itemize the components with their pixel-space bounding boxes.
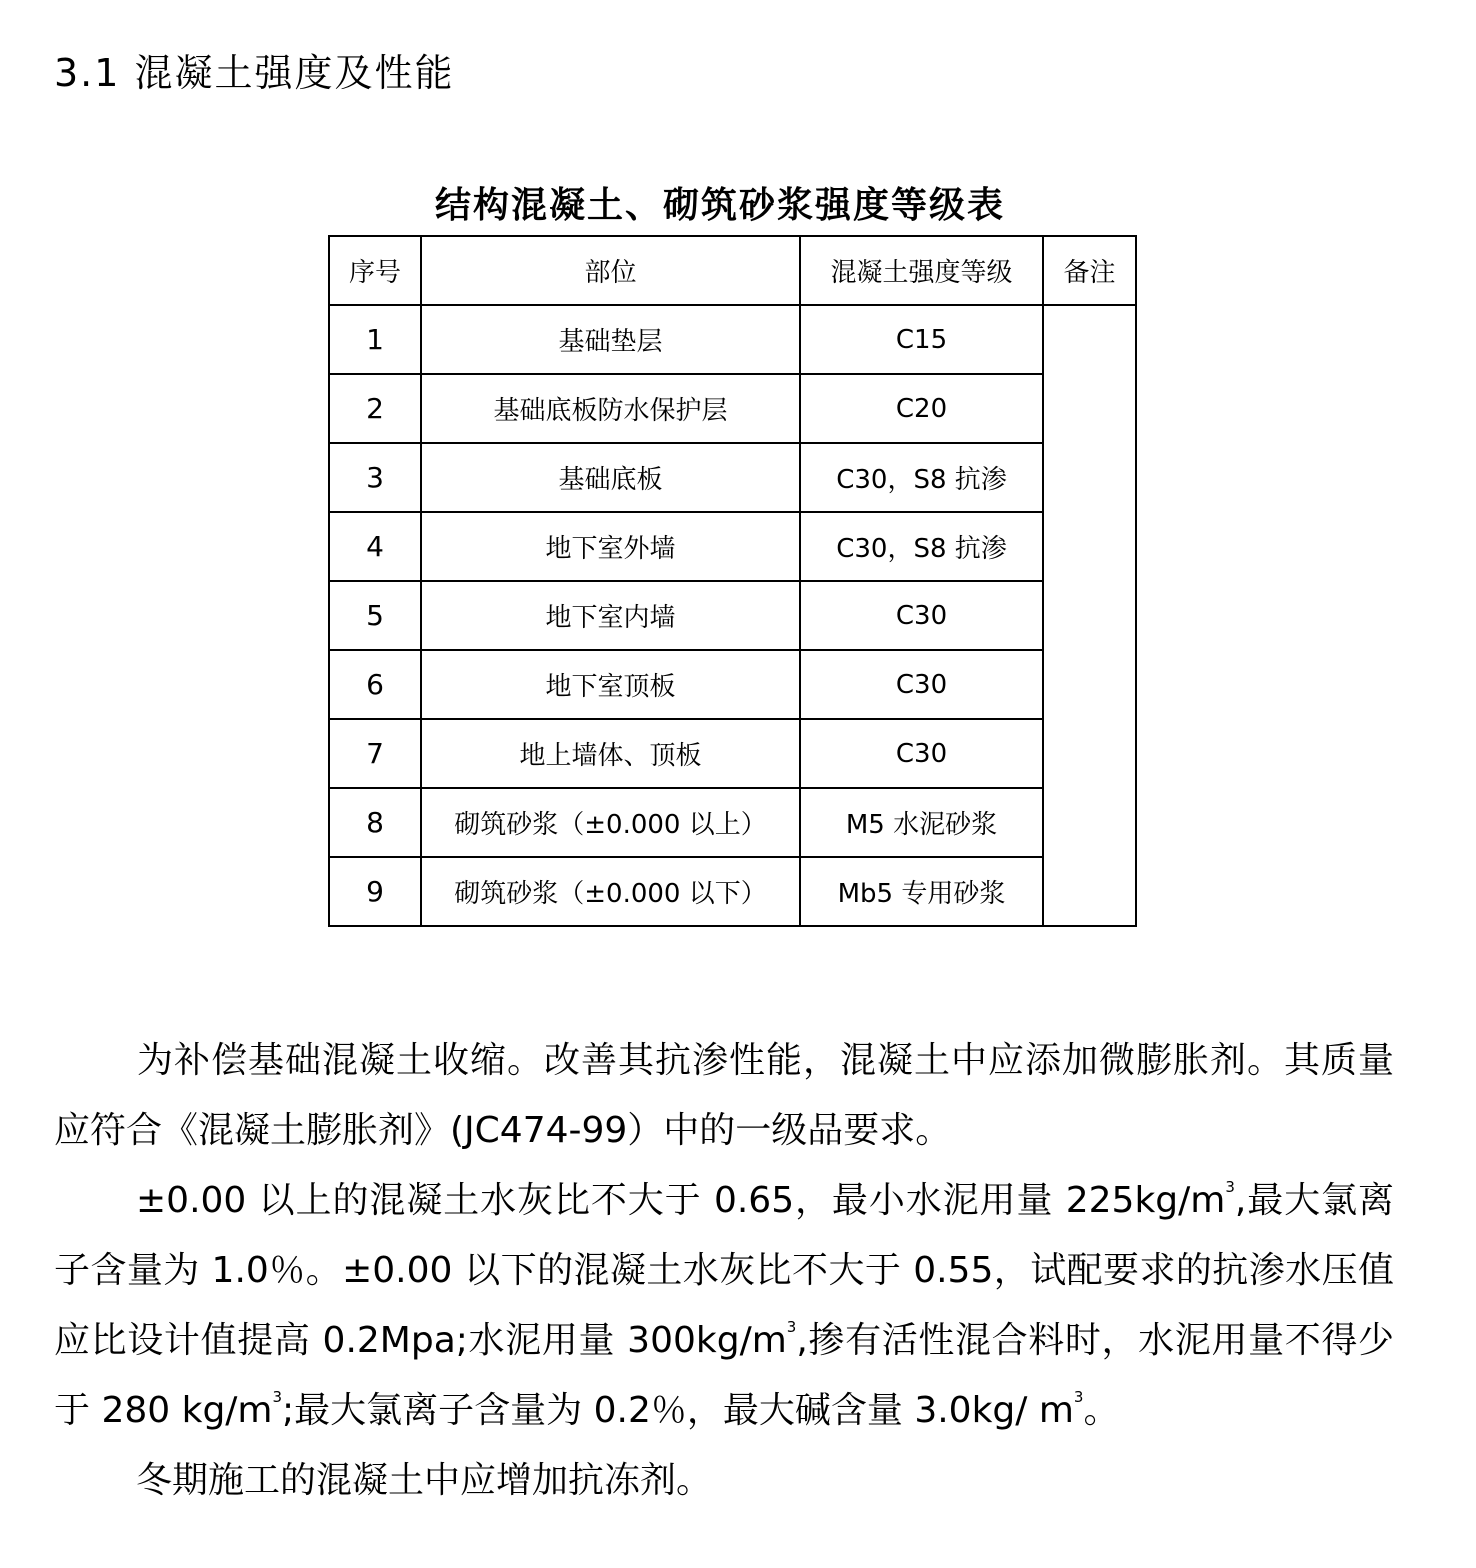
row-number: 9 — [329, 857, 421, 926]
header-cell: 混凝土强度等级 — [800, 236, 1043, 305]
table-row — [329, 857, 1136, 926]
row-grade: C30，S8 抗渗 — [800, 512, 1043, 581]
paragraph-text: ±0.00 以上的混凝土水灰比不大于 0.65，最小水泥用量 225kg/m — [136, 1180, 1226, 1221]
row-grade: Mb5 专用砂浆 — [800, 857, 1043, 926]
superscript: 3 — [1225, 1178, 1235, 1196]
header-cell: 部位 — [421, 236, 800, 305]
table-row — [329, 374, 1136, 443]
superscript: 3 — [786, 1318, 797, 1336]
row-grade: C30 — [800, 581, 1043, 650]
table-row — [329, 581, 1136, 650]
strength-grade-table — [328, 235, 1137, 927]
table-title: 结构混凝土、砌筑砂浆强度等级表 — [434, 184, 1005, 226]
row-grade: C30 — [800, 719, 1043, 788]
row-number: 2 — [329, 374, 421, 443]
table-row — [329, 719, 1136, 788]
row-grade: C15 — [800, 305, 1043, 374]
table-row — [329, 512, 1136, 581]
paragraph-text: 。 — [1083, 1390, 1120, 1431]
row-part: 地上墙体、顶板 — [421, 719, 800, 788]
paragraph-text: 冬期施工的混凝土中应增加抗冻剂。 — [136, 1460, 713, 1501]
table-row — [329, 650, 1136, 719]
row-part: 基础垫层 — [421, 305, 800, 374]
paragraph-text: ;最大氯离子含量为 0.2％，最大碱含量 3.0kg/ m — [282, 1390, 1074, 1431]
paragraph-text: ,最大氯离子含量为 1.0％。±0.00 以下的混凝土水灰比不大于 0.55，试配要求的抗渗水压值应比设计值提高 0.2Mpa;水泥用量 300kg/m — [54, 1180, 1394, 1361]
row-grade: C30 — [800, 650, 1043, 719]
table-row — [329, 443, 1136, 512]
row-part: 地下室顶板 — [421, 650, 800, 719]
row-number: 5 — [329, 581, 421, 650]
row-number: 7 — [329, 719, 421, 788]
notes-cell — [1043, 305, 1136, 926]
paragraph-winter-construction — [54, 1446, 1394, 1516]
paragraph-water-cement-ratio — [54, 1166, 1394, 1446]
row-part: 砌筑砂浆（±0.000 以上） — [421, 788, 800, 857]
row-part: 基础底板防水保护层 — [421, 374, 800, 443]
row-number: 6 — [329, 650, 421, 719]
row-number: 1 — [329, 305, 421, 374]
row-part: 基础底板 — [421, 443, 800, 512]
row-grade: C20 — [800, 374, 1043, 443]
row-number: 3 — [329, 443, 421, 512]
row-number: 4 — [329, 512, 421, 581]
header-cell: 序号 — [329, 236, 421, 305]
table-row — [329, 788, 1136, 857]
row-number: 8 — [329, 788, 421, 857]
row-grade: M5 水泥砂浆 — [800, 788, 1043, 857]
paragraph-expansion-agent — [54, 1026, 1394, 1166]
superscript: 3 — [272, 1388, 283, 1406]
paragraph-text: 为补偿基础混凝土收缩。改善其抗渗性能，混凝土中应添加微膨胀剂。其质量应符合《混凝土膨胀剂》(JC474-99）中的一级品要求。 — [54, 1040, 1394, 1151]
row-part: 地下室内墙 — [421, 581, 800, 650]
paragraph-text: ,掺有活性混合料时，水泥用量不得少于 280 kg/m — [54, 1320, 1394, 1431]
row-part: 砌筑砂浆（±0.000 以下） — [421, 857, 800, 926]
header-cell: 备注 — [1043, 236, 1136, 305]
table-row — [329, 305, 1136, 374]
row-part: 地下室外墙 — [421, 512, 800, 581]
section-heading: 3.1 混凝土强度及性能 — [54, 51, 455, 95]
superscript: 3 — [1073, 1388, 1084, 1406]
row-grade: C30，S8 抗渗 — [800, 443, 1043, 512]
table-header-row — [329, 236, 1136, 305]
